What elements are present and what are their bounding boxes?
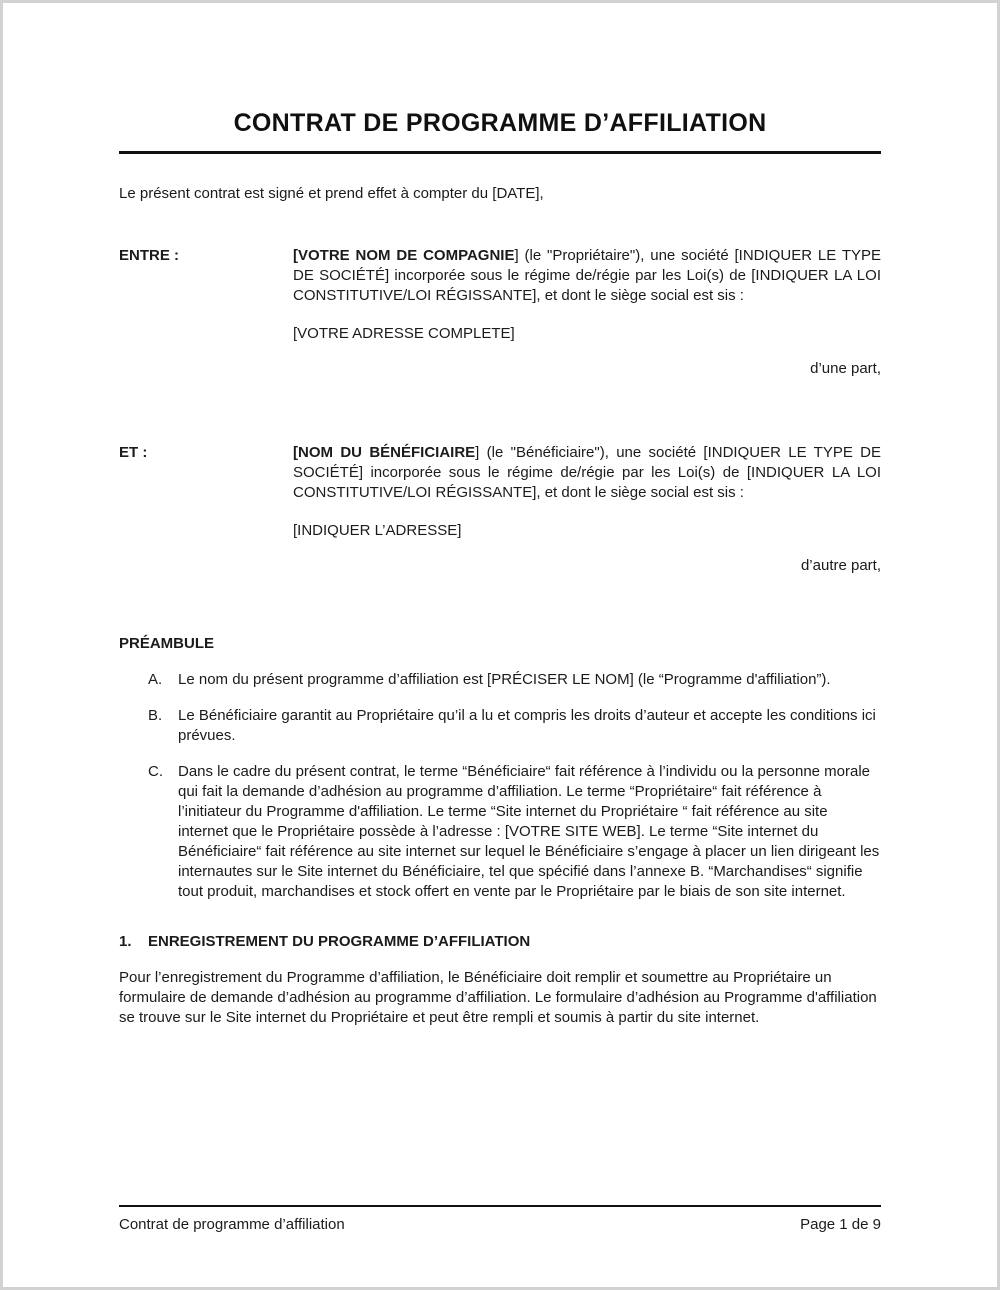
party-entre <box>119 246 881 306</box>
preambule-item-c-label: C. <box>148 763 163 780</box>
preambule-item-a-text: Le nom du présent programme d’affiliation est [PRÉCISER LE NOM] (le “Programme d'affiliation”). <box>178 671 831 688</box>
party-et-designation: d’autre part, <box>800 557 881 574</box>
document-title: CONTRAT DE PROGRAMME D’AFFILIATION <box>233 109 767 137</box>
preambule-item-c-text: Dans le cadre du présent contrat, le terme “Bénéficiaire“ fait référence à l’individu ou la personne morale qui fait la demande d’adhésion au programme d’affiliation. Le terme “Propriétaire“ fait référence à l’initiateur du Programme d'affiliation. Le terme “Site internet du Propriétaire “ fait référence au site internet que le Propriétaire possède à l’adresse : [VOTRE SITE WEB]. Le terme “Site internet du Bénéficiaire“ fait référence au site internet sur lequel le Bénéficiaire s’engage à placer un lien dirigeant les internautes sur le Site internet du Bénéficiaire, tel que spécifié dans l’annexe B. “Marchandises“ signifie tout produit, marchandises et stock offert en vente par le Propriétaire par le biais de son site internet. <box>178 763 880 900</box>
section-1-title: ENREGISTREMENT DU PROGRAMME D’AFFILIATION <box>148 933 531 950</box>
party-et-address: [INDIQUER L’ADRESSE] <box>293 522 462 539</box>
preambule-item-b-label: B. <box>148 707 163 724</box>
intro-paragraph: Le présent contrat est signé et prend effet à compter du [DATE], <box>119 185 544 202</box>
party-et-text: ] (le "Bénéficiaire"), une société [INDIQUER LE TYPE DE SOCIÉTÉ] incorporée sous le régime de/régie par les Loi(s) de [INDIQUER LA LOI CONSTITUTIVE/LOI RÉGISSANTE], et dont le siège social est sis : <box>293 444 881 501</box>
party-et <box>119 443 881 503</box>
preambule-item-a-label: A. <box>148 671 163 688</box>
section-1-number: 1. <box>119 933 132 950</box>
party-entre-paragraph <box>293 246 881 306</box>
party-et-label: ET : <box>119 444 148 461</box>
party-entre-designation: d’une part, <box>810 360 881 377</box>
section-1-heading <box>119 932 881 952</box>
preambule-item-b <box>148 706 881 746</box>
preambule-item-c <box>148 762 881 902</box>
preambule-heading: PRÉAMBULE <box>119 635 215 652</box>
preambule-item-a <box>148 670 881 690</box>
party-entre-label: ENTRE : <box>119 247 179 264</box>
page-footer <box>119 1205 881 1235</box>
section-1-body: Pour l’enregistrement du Programme d’affiliation, le Bénéficiaire doit remplir et soumettre au Propriétaire un formulaire de demande d’adhésion au programme d’affiliation. Le formulaire d’adhésion au Programme d'affiliation se trouve sur le Site internet du Propriétaire et peut être rempli et soumis à partir du site internet. <box>119 969 877 1026</box>
party-et-paragraph <box>293 443 881 503</box>
title-divider <box>119 151 881 154</box>
party-entre-address: [VOTRE ADRESSE COMPLETE] <box>293 325 515 342</box>
footer-document-title: Contrat de programme d’affiliation <box>119 1216 345 1233</box>
party-entre-text: ] (le "Propriétaire"), une société [INDIQUER LE TYPE DE SOCIÉTÉ] incorporée sous le régime de/régie par les Loi(s) de [INDIQUER LA LOI CONSTITUTIVE/LOI RÉGISSANTE], et dont le siège social est sis : <box>293 247 881 304</box>
company-name-placeholder: [VOTRE NOM DE COMPAGNIE <box>293 247 515 264</box>
beneficiary-name-placeholder: [NOM DU BÉNÉFICIAIRE <box>293 444 476 461</box>
preambule-item-b-text: Le Bénéficiaire garantit au Propriétaire qu’il a lu et compris les droits d’auteur et accepte les conditions ici prévues. <box>178 707 876 744</box>
footer-page-number: Page 1 de 9 <box>800 1216 881 1233</box>
